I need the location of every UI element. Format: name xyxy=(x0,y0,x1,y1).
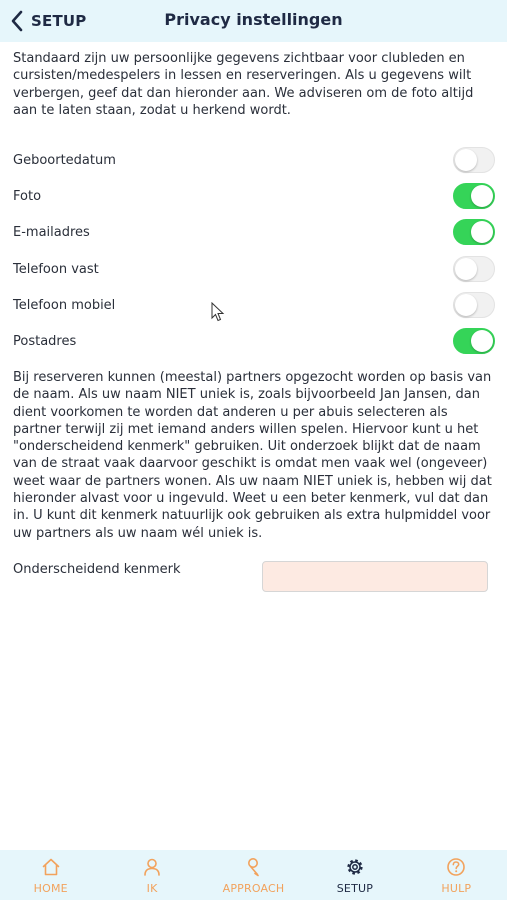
setting-label: Postadres xyxy=(13,333,77,349)
distinguishing-feature-input[interactable] xyxy=(262,561,488,592)
setting-row-photo xyxy=(13,182,495,210)
tab-label: HOME xyxy=(33,882,68,895)
tab-label: APPROACH xyxy=(222,882,285,895)
top-bar xyxy=(0,0,507,42)
toggle-knob xyxy=(471,330,493,352)
gear-icon xyxy=(345,857,365,877)
toggle-knob xyxy=(471,185,493,207)
birthdate-toggle[interactable] xyxy=(453,147,495,173)
landline-toggle[interactable] xyxy=(453,256,495,282)
tab-label: IK xyxy=(146,882,158,895)
photo-toggle[interactable] xyxy=(453,183,495,209)
tab-home[interactable] xyxy=(0,850,101,900)
email-toggle[interactable] xyxy=(453,219,495,245)
tab-setup[interactable] xyxy=(304,850,405,900)
intro-text: Standaard zijn uw persoonlijke gegevens zichtbaar voor clubleden en cursisten/medespelers in lessen en reserveringen. Als u gegevens wilt verbergen, geef dat dan hieronder aan. We adviseren om de foto altijd aan te laten staan, zodat u herkend wordt. xyxy=(13,51,474,118)
toggle-knob xyxy=(455,149,477,171)
setting-row-postal-address xyxy=(13,327,495,355)
toggle-knob xyxy=(471,221,493,243)
setting-label: E-mailadres xyxy=(13,224,90,240)
page-title: Privacy instellingen xyxy=(164,10,343,29)
home-icon xyxy=(41,857,61,877)
approach-icon xyxy=(244,857,264,877)
setting-row-birthdate xyxy=(13,146,495,174)
postal-address-toggle[interactable] xyxy=(453,328,495,354)
tab-hulp[interactable] xyxy=(406,850,507,900)
tab-label: HULP xyxy=(441,882,472,895)
setting-row-email xyxy=(13,218,495,246)
mobile-toggle[interactable] xyxy=(453,292,495,318)
setting-label: Telefoon mobiel xyxy=(13,297,116,313)
setting-label: Telefoon vast xyxy=(13,261,99,277)
setting-label: Geboortedatum xyxy=(13,152,116,168)
user-icon xyxy=(142,857,162,877)
toggle-knob xyxy=(455,294,477,316)
setting-row-mobile xyxy=(13,291,495,319)
tab-approach[interactable] xyxy=(203,850,304,900)
setting-label: Foto xyxy=(13,188,42,204)
distinguishing-feature-label: Onderscheidend kenmerk xyxy=(13,562,181,577)
toggle-knob xyxy=(455,258,477,280)
bottom-tab-bar xyxy=(0,850,507,900)
back-label: SETUP xyxy=(31,12,87,30)
tab-label: SETUP xyxy=(336,882,374,895)
setting-row-landline xyxy=(13,255,495,283)
mouse-cursor-icon xyxy=(211,302,225,322)
tab-ik[interactable] xyxy=(101,850,202,900)
help-icon xyxy=(446,857,466,877)
explanation-text: Bij reserveren kunnen (meestal) partners opgezocht worden op basis van de naam. Als uw naam NIET uniek is, zoals bijvoorbeeld Jan Jansen, dan dient voorkomen te worden dat anderen u per abuis selecteren als partner terwijl zij met iemand anders willen spelen. Hiervoor kunt u het "onderscheidend kenmerk" gebruiken. Uit onderzoek blijkt dat de naam van de straat vaak daarvoor geschikt is omdat men vaak wel (ongeveer) weet waar de partners wonen. Als uw naam NIET uniek is, hebben wij dat hieronder alvast voor u ingevuld. Weet u een beter kenmerk, vul dat dan in. U kunt dit kenmerk natuurlijk ook gebruiken als extra hulpmiddel voor uw partners als uw naam wél uniek is. xyxy=(13,370,492,541)
